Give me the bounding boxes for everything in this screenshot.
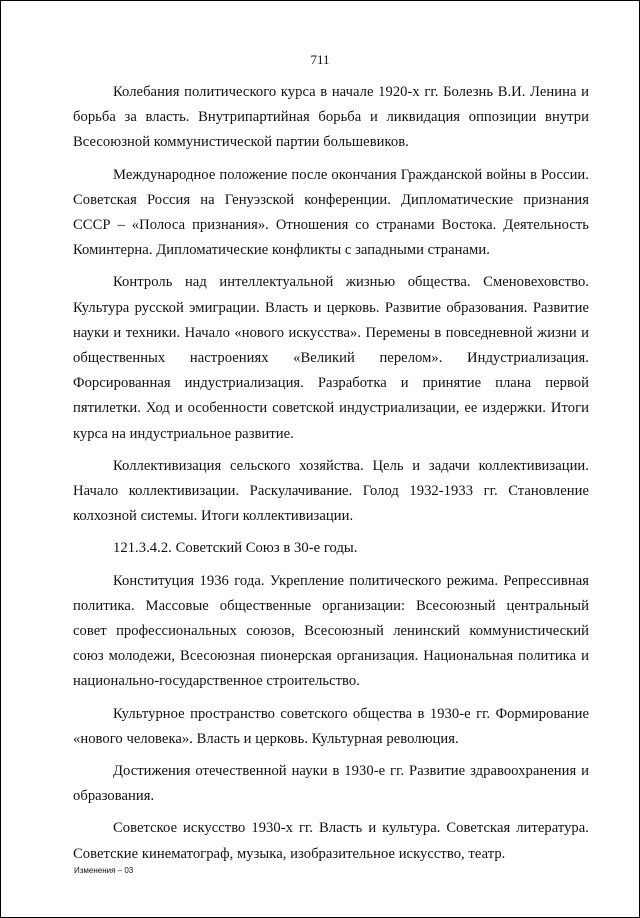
paragraph-soviet-art: Советское искусство 1930-х гг. Власть и культура. Советская литература. Советские кинематограф, музыка, изобразительное искусство, театр. <box>73 820 589 862</box>
paragraph-intellectual-life-industrialization: Контроль над интеллектуальной жизнью общества. Сменовеховство. Культура русской эмиграции. Власть и церковь. Развитие образования. Развитие науки и техники. Начало «нового искусства». Перемены в повседневной жизни и общественных настроениях «Великий перелом». Индустриализация. Форсированная индустриализация. Разработка и принятие плана первой пятилетки. Ход и особенности советской индустриализации, ее издержки. Итоги курса на индустриальное развитие. <box>73 274 589 442</box>
paragraph-science-achievements: Достижения отечественной науки в 1930-е гг. Развитие здравоохранения и образования. <box>73 763 589 805</box>
paragraph-international-position: Международное положение после окончания Гражданской войны в России. Советская Россия на Генуэзской конференции. Дипломатические признания СССР – «Полоса признания». Отношения со странами Востока. Деятельность Коминтерна. Дипломатические конфликты с западными странами. <box>73 166 589 259</box>
paragraph-constitution-1936: Конституция 1936 года. Укрепление политического режима. Репрессивная политика. Массовые общественные организации: Всесоюзный центральный совет профессиональных союзов, Всесоюзный ленинский коммунистический союз молодежи, Всесоюзная пионерская организация. Национальная политика и национально-государственное строительство. <box>73 572 589 690</box>
footer-revision-note: Изменения – 03 <box>74 866 134 875</box>
paragraph-party-struggle: Колебания политического курса в начале 1920-х гг. Болезнь В.И. Ленина и борьба за власть. Внутрипартийная борьба и ликвидация оппозиции внутри Всесоюзной коммунистической партии большевиков. <box>73 84 589 151</box>
page-number: 711 <box>310 52 330 67</box>
section-heading-ussr-1930s: 121.3.4.2. Советский Союз в 30-е годы. <box>113 540 358 557</box>
paragraph-cultural-space: Культурное пространство советского общества в 1930-е гг. Формирование «нового человека». Власть и церковь. Культурная революция. <box>73 705 589 747</box>
paragraph-collectivization: Коллективизация сельского хозяйства. Цель и задачи коллективизации. Начало коллективизации. Раскулачивание. Голод 1932-1933 гг. Становление колхозной системы. Итоги коллективизации. <box>73 457 589 525</box>
document-body <box>73 80 589 874</box>
